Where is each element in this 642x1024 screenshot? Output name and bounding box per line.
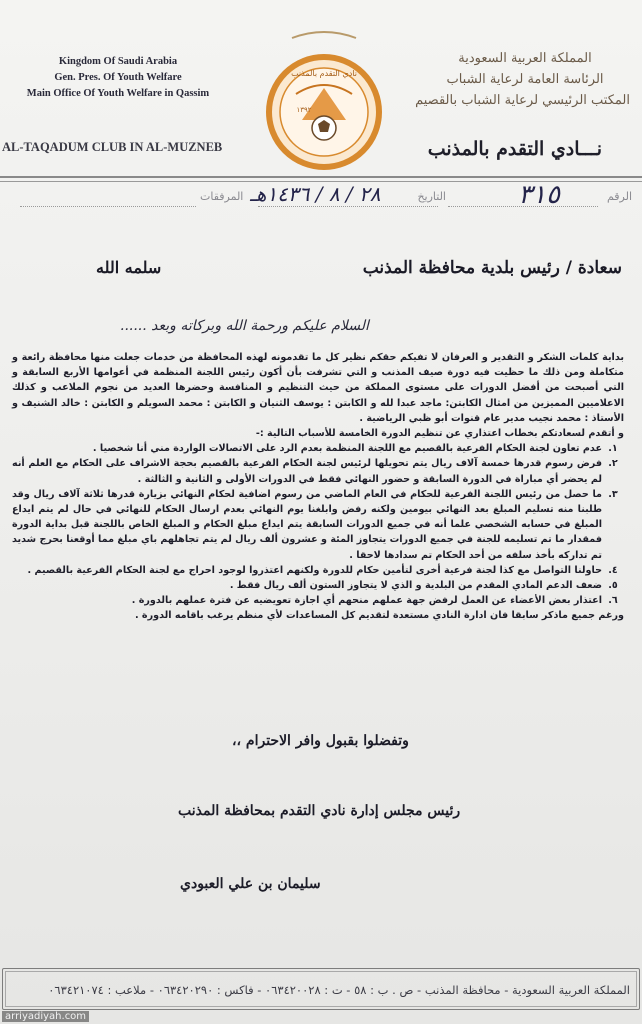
signature-title: رئيس مجلس إدارة نادي التقدم بمحافظة المذنب: [178, 803, 461, 819]
reason-text: ما حصل من رئيس اللجنة الفرعية للحكام في العام الماضي من رسوم اضافية لحكام النهائي بزيارة قدرها ثلاثة آلاف ريال وقد طلبنا منه تسليم المبلغ بعد النهائي بيومين ولكنه رفض وابلغنا يوم النهائي بعدم ارسال الحكام للنهائي في حال لم يتم ايداع المبلغ في حسابه الشخصي علما أنه في جميع الدورات السابقة يتم ايداع مبلغ الحكام و المبلغ الخاص باللجنة قبل بداية الدورة فمقدار ما تم تسليمه للجنة في جميع الدورات يتجاوز المئة و عشرون ألف ريال لم يتم تجاهلهم باي مبلغ مما أوقعنا بحرج شديد تم تداركه بأخذ سلفه من أحد الحكام تم سدادها لاحقا .: [12, 488, 602, 561]
reason-number: ١.: [608, 443, 618, 455]
date-label: التاريخ: [417, 190, 446, 203]
reason-number: ٦.: [608, 595, 618, 607]
outro-paragraph: ورغم جميع ماذكر سابقا فان ادارة النادي مستعدة لتقديم كل المساعدات لأي منظم يرغب باقامه الدورة .: [134, 610, 624, 622]
reason-text: فرض رسوم قدرها خمسة آلاف ريال يتم تحويلها لرئيس لجنة الحكام الفرعية بالقصيم بحجة الاشراف على الحكام مع العلم أنه لم يحضر أي مباراة في الدورة السابقة و حضور النهائي فقط في الدورات الأولى و الثانية و الثالثة .: [12, 458, 602, 485]
letterhead-english-line: Gen. Pres. Of Youth Welfare: [54, 72, 182, 83]
club-name-arabic: نـــادي التقدم بالمذنب: [427, 138, 602, 160]
club-logo: [262, 24, 386, 174]
reason-item: [12, 487, 624, 563]
signature-name: سليمان بن علي العبودي: [180, 876, 321, 892]
letterhead-english-line: Kingdom Of Saudi Arabia: [58, 56, 178, 67]
logo-text: نادي التقدم بالمذنب: [291, 69, 357, 78]
footer-contact: المملكة العربية السعودية - محافظة المذنب - ص . ب : ٥٨ - ت : ٠٦٣٤٢٠٠٢٨ - فاكس : ٠٦٣٤٢٠٢٩٠ - ملاعب : ٠٦٣٤٢١٠٧٤: [48, 983, 630, 997]
ref-value: ٣١٥: [518, 180, 560, 210]
reason-item: [12, 578, 624, 593]
ref-label: الرقم: [606, 190, 632, 203]
date-underline: [258, 206, 438, 207]
intro-paragraph: بداية كلمات الشكر و التقدير و العرفان لا تفيكم حقكم نظير كل ما تقدمونه لهذه المحافظة من خدمات جعلت منها محافظة رائعة و متكاملة ومن ذلك ما حظيت فيه دورة صيف المذنب و التي تشرفت بأن أكون رئيس اللجنة المنظمة في أعوامها الأربع السابقة و التي أصبحت من أفضل الدورات على مستوى المملكة من حيث التنظيم و المنافسة وحضرها العديد من نجوم الملاعب و كذلك الاعلاميين المميزين من امثال الكابتن: ماجد عبدا لله و الكابتن : يوسف الثنيان و الكابتن : محمد السويلم و الكابتن : خالد الشنيف و الأستاذ : محمد نجيب مدير عام قنوات أبو ظبي الرياضية .: [12, 352, 624, 424]
reason-text: ضعف الدعم المادي المقدم من البلدية و الذي لا يتجاوز الستون ألف ريال فقط .: [229, 580, 602, 592]
letter-body: [12, 350, 624, 624]
letterhead-arabic-line: المملكة العربية السعودية: [458, 51, 592, 66]
watermark: arriyadiyah.com: [2, 1011, 89, 1022]
reason-text: حاولنا التواصل مع كذا لجنة فرعية أخرى لتأمين حكام للدورة ولكنهم اعتذروا لوجود احراج مع لجنة الحكام الفرعية بالقصيم .: [27, 564, 602, 576]
reason-item: [12, 441, 624, 456]
reason-item: [12, 593, 624, 608]
logo-year: ١٣٩٢: [296, 106, 312, 114]
letterhead-english: [8, 54, 228, 102]
letterhead-arabic-line: المكتب الرئيسي لرعاية الشباب بالقصيم: [415, 93, 630, 108]
letterhead-arabic-line: الرئاسة العامة لرعاية الشباب: [446, 72, 604, 87]
reason-item: [12, 456, 624, 486]
attachments-label: المرفقات: [200, 190, 244, 203]
addressee: سعادة / رئيس بلدية محافظة المذنب: [362, 258, 622, 278]
reason-number: ٢.: [608, 458, 618, 470]
attachments-underline: [20, 206, 196, 207]
reason-number: ٣.: [608, 488, 618, 500]
header-divider: [0, 176, 642, 178]
date-value: ٢٨ / ٨ / ١٤٣٦هـ: [250, 182, 381, 206]
letterhead-arabic: [415, 48, 630, 111]
reason-item: [12, 563, 624, 578]
addressee-blessing: سلمه الله: [96, 258, 162, 277]
letterhead-english-line: Main Office Of Youth Welfare in Qassim: [26, 88, 210, 99]
reasons-intro: و أتقدم لسعادتكم بخطاب اعتذاري عن تنظيم الدورة الخامسة للأسباب التالية :-: [255, 428, 624, 440]
closing-line: وتفضلوا بقبول وافر الاحترام ،،: [232, 733, 409, 749]
greeting: السلام عليكم ورحمة الله وبركاته وبعد ......: [120, 318, 369, 334]
reason-text: اعتذار بعض الأعضاء عن العمل لرفض جهة عملهم منحهم أي اجازة تعويضيه عن فترة عملهم بالدورة .: [131, 595, 602, 607]
reason-text: عدم تعاون لجنة الحكام الفرعية بالقصيم مع اللجنة المنظمة بعدم الرد على الاتصالات الواردة مني أنا شخصيا .: [92, 443, 602, 455]
reason-number: ٥.: [608, 580, 618, 592]
club-name-english: AL-TAQADUM CLUB IN AL-MUZNEB: [2, 140, 223, 154]
reason-number: ٤.: [608, 564, 618, 576]
